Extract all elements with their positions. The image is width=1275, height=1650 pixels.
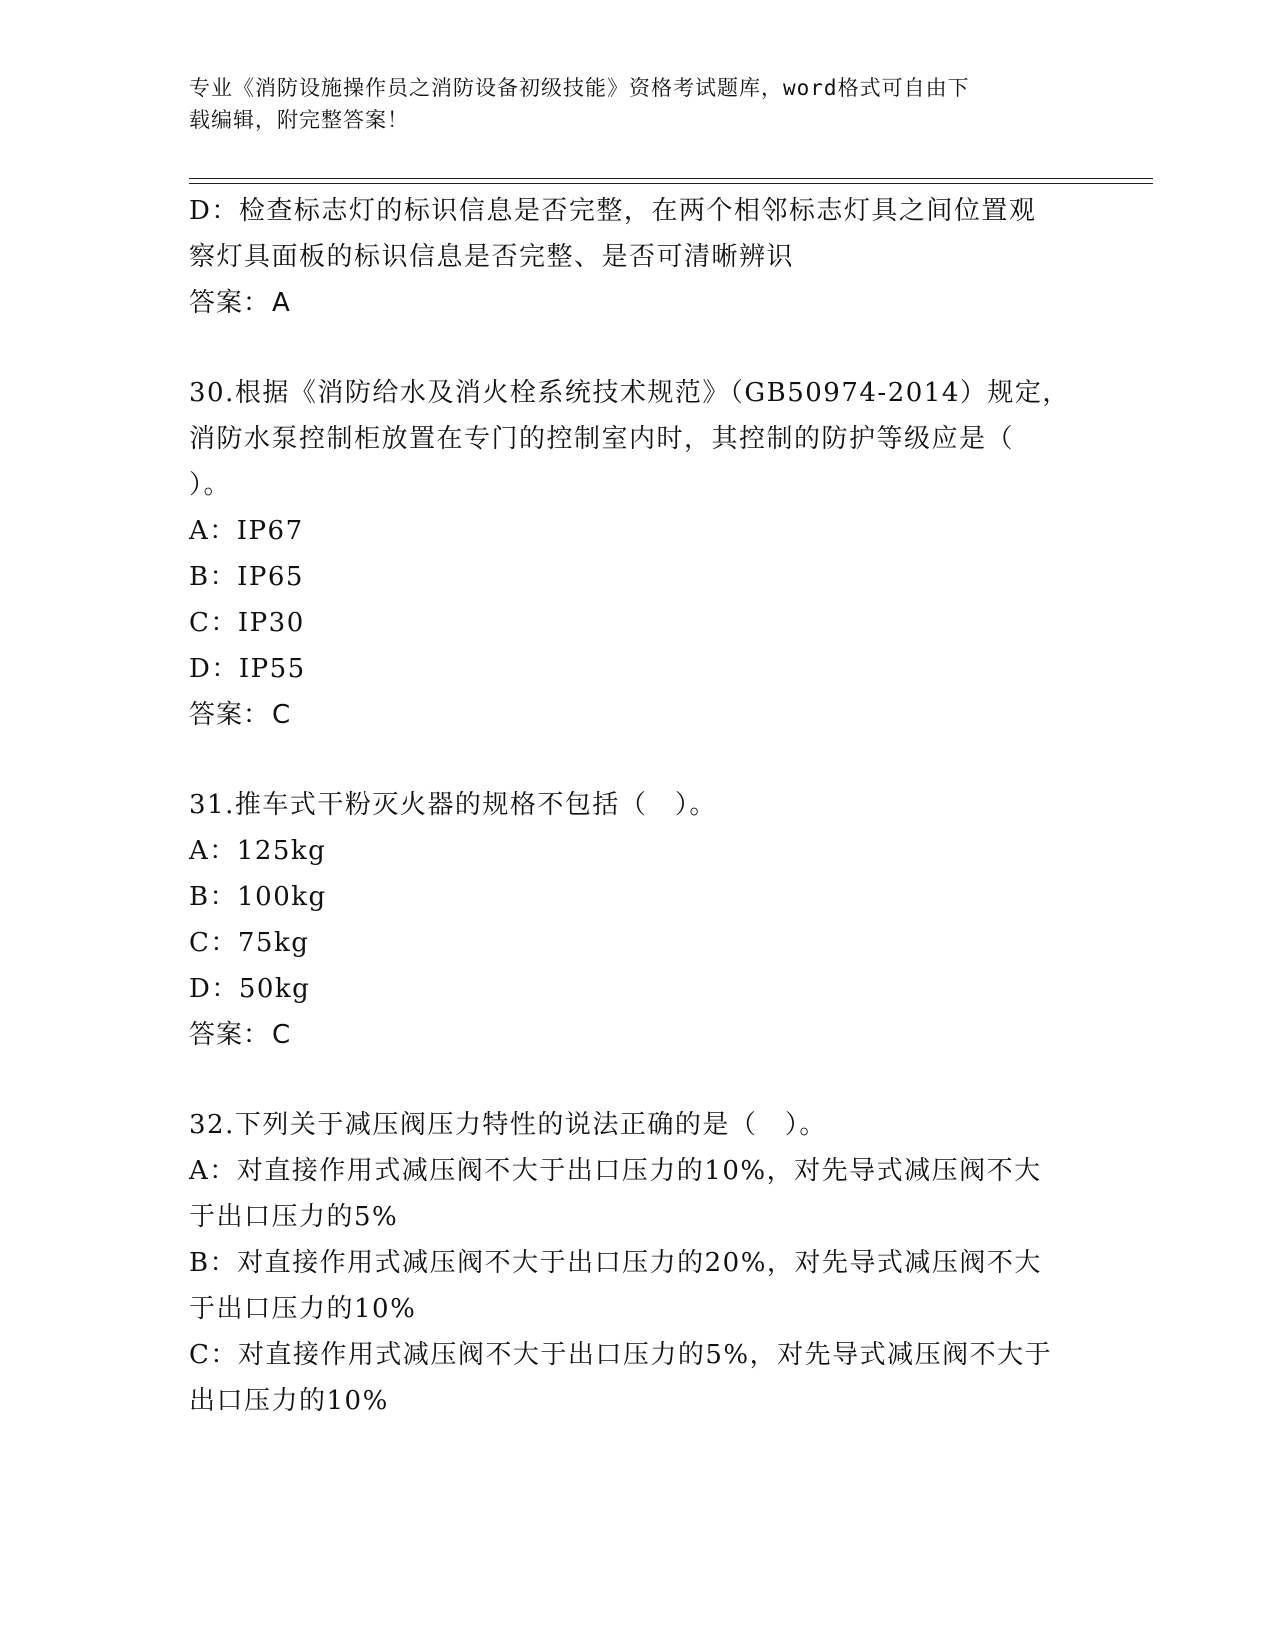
spacer: [189, 1058, 1089, 1102]
question-32-option-c-line-1: C：对直接作用式减压阀不大于出口压力的5%，对先导式减压阀不大于: [189, 1340, 1053, 1370]
prev-question-block: [189, 188, 1089, 326]
question-32-option-a-line-1: A：对直接作用式减压阀不大于出口压力的10%，对先导式减压阀不大: [189, 1156, 1042, 1186]
question-32-option-b-line-2: 于出口压力的10%: [189, 1294, 417, 1324]
answer-value: C: [272, 1020, 292, 1050]
question-31-answer: [189, 1012, 1089, 1058]
spacer: [189, 738, 1089, 782]
header-divider-bottom: [189, 183, 1153, 184]
question-30: [189, 370, 1089, 738]
question-32-option-c-line-2: 出口压力的10%: [189, 1386, 389, 1416]
answer-label: 答案：: [189, 288, 271, 318]
answer-label: 答案：: [189, 700, 271, 730]
prev-option-d-line-1: D：检查标志灯的标识信息是否完整，在两个相邻标志灯具之间位置观: [189, 196, 1037, 226]
question-30-stem-line-2: 消防水泵控制柜放置在专门的控制室内时，其控制的防护等级应是（: [189, 424, 1015, 454]
prev-answer: [189, 280, 1089, 326]
question-30-option-b: B：IP65: [189, 562, 304, 592]
question-content: [189, 188, 1089, 1424]
header-divider-top: [189, 178, 1153, 179]
prev-option-d-line-2: 察灯具面板的标识信息是否完整、是否可清晰辨识: [189, 242, 795, 272]
question-30-stem-line-3: ）。: [189, 470, 232, 500]
question-31-stem-line-1: 31.推车式干粉灭火器的规格不包括（ ）。: [189, 790, 717, 820]
question-30-option-d: D：IP55: [189, 654, 306, 684]
question-31-option-b: B：100kg: [189, 882, 327, 912]
question-30-option-a: A：IP67: [189, 516, 304, 546]
question-31: [189, 782, 1089, 1058]
question-32-stem-line-1: 32.下列关于减压阀压力特性的说法正确的是（ ）。: [189, 1110, 827, 1140]
question-32-option-b-line-1: B：对直接作用式减压阀不大于出口压力的20%，对先导式减压阀不大: [189, 1248, 1042, 1278]
question-30-stem-line-1: 30.根据《消防给水及消火栓系统技术规范》（GB50974-2014）规定，: [189, 378, 1070, 408]
spacer: [189, 326, 1089, 370]
header-line-1: 专业《消防设施操作员之消防设备初级技能》资格考试题库，word格式可自由下: [189, 76, 970, 100]
question-30-answer: [189, 692, 1089, 738]
question-32: [189, 1102, 1089, 1424]
header-line-2: 载编辑，附完整答案！: [189, 108, 409, 132]
answer-label: 答案：: [189, 1020, 271, 1050]
document-header: [189, 72, 1069, 136]
answer-value: C: [272, 700, 292, 730]
answer-value: A: [272, 288, 291, 318]
question-31-option-a: A：125kg: [189, 836, 327, 866]
question-31-option-c: C：75kg: [189, 928, 310, 958]
question-32-option-a-line-2: 于出口压力的5%: [189, 1202, 399, 1232]
question-30-option-c: C：IP30: [189, 608, 305, 638]
question-31-option-d: D：50kg: [189, 974, 311, 1004]
